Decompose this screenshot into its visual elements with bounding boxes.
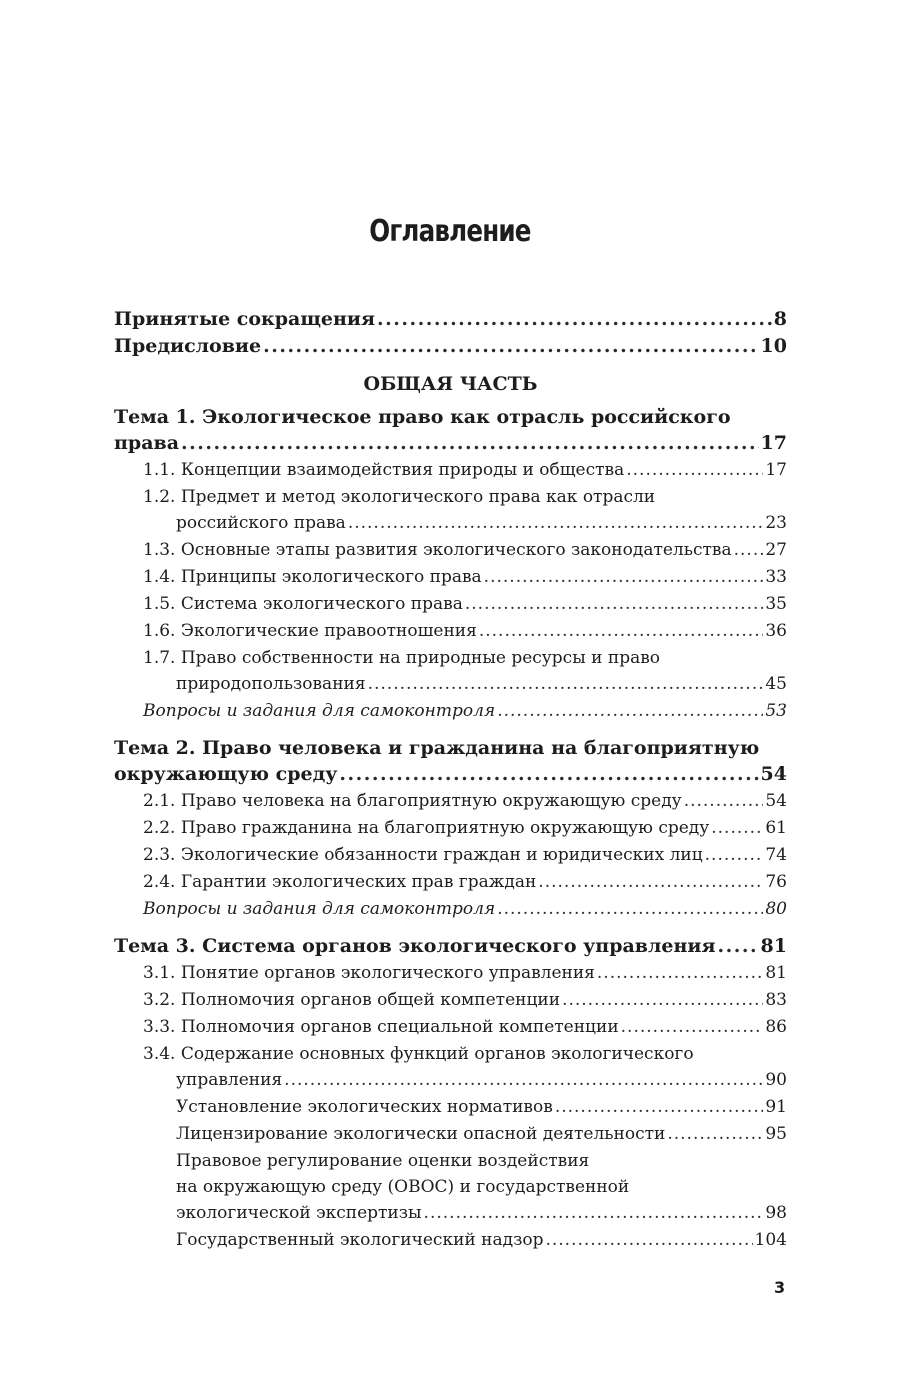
- toc-subsubentry-supervision[interactable]: [114, 1227, 787, 1254]
- dot-leader: [339, 761, 758, 788]
- topic-2-entry[interactable]: [114, 761, 787, 788]
- toc-questions-1[interactable]: [114, 698, 787, 725]
- dot-leader: [734, 537, 764, 564]
- toc-entry-title: 2.3. Экологические обязанности граждан и юридических лиц: [143, 845, 703, 865]
- toc-entry-title: 1.1. Концепции взаимодействия природы и общества: [143, 460, 625, 480]
- toc-entry-abbreviations[interactable]: [114, 306, 787, 333]
- toc-entry-page: 81: [765, 963, 787, 983]
- dot-leader: [545, 1227, 752, 1254]
- dot-leader: [263, 333, 758, 360]
- toc-entry-title: экологической экспертизы: [176, 1203, 422, 1223]
- dot-leader: [181, 430, 759, 457]
- dot-leader: [424, 1200, 764, 1227]
- toc-questions-2[interactable]: [114, 896, 787, 923]
- toc-entry-page: 95: [765, 1124, 787, 1144]
- toc-entry-page: 81: [760, 935, 787, 957]
- toc-entry-page: 86: [765, 1017, 787, 1037]
- toc-entry-page: 36: [765, 621, 787, 641]
- toc-entry-title: 2.4. Гарантии экологических прав граждан: [143, 872, 537, 892]
- topic-1-title-line1[interactable]: Тема 1. Экологическое право как отрасль российского: [114, 406, 731, 428]
- toc-subentry-1-1[interactable]: [114, 457, 787, 484]
- toc-entry-page: 45: [765, 674, 787, 694]
- dot-leader: [626, 457, 763, 484]
- toc-entry-title: Вопросы и задания для самоконтроля: [143, 899, 496, 919]
- toc-entry-page: 74: [765, 845, 787, 865]
- dot-leader: [684, 788, 764, 815]
- page-number: 3: [774, 1278, 786, 1297]
- toc-entry-page: 98: [765, 1203, 787, 1223]
- toc-entry-page: 83: [765, 990, 787, 1010]
- toc-subsubentry-norms[interactable]: [114, 1094, 787, 1121]
- table-of-contents: [114, 306, 787, 1254]
- toc-entry-page: 27: [765, 540, 787, 560]
- toc-entry-page: 76: [765, 872, 787, 892]
- spacer: [114, 923, 787, 933]
- toc-entry-title: 1.6. Экологические правоотношения: [143, 621, 477, 641]
- toc-entry-title: природопользования: [176, 674, 366, 694]
- toc-entry-title: Установление экологических нормативов: [176, 1097, 553, 1117]
- toc-entry-page: 80: [765, 899, 787, 919]
- toc-subsubentry-ovos-line2[interactable]: на окружающую среду (ОВОС) и государственной: [176, 1177, 630, 1197]
- topic-2-title-line1[interactable]: Тема 2. Право человека и гражданина на благоприятную: [114, 737, 760, 759]
- toc-entry-preface[interactable]: [114, 333, 787, 360]
- toc-entry-title: 2.1. Право человека на благоприятную окружающую среду: [143, 791, 682, 811]
- toc-subentry-2-2[interactable]: [114, 815, 787, 842]
- dot-leader: [667, 1121, 763, 1148]
- toc-entry-title: 1.5. Система экологического права: [143, 594, 463, 614]
- topic-3-entry[interactable]: [114, 933, 787, 960]
- toc-entry-page: 104: [754, 1230, 787, 1250]
- toc-entry-page: 53: [765, 701, 787, 721]
- toc-entry-title: Вопросы и задания для самоконтроля: [143, 701, 496, 721]
- toc-subentry-1-3[interactable]: [114, 537, 787, 564]
- toc-entry-page: 54: [765, 791, 787, 811]
- dot-leader: [597, 960, 763, 987]
- toc-entry-page: 61: [765, 818, 787, 838]
- dot-leader: [621, 1014, 764, 1041]
- toc-entry-page: 91: [765, 1097, 787, 1117]
- toc-entry-page: 10: [760, 335, 787, 357]
- toc-subentry-2-1[interactable]: [114, 788, 787, 815]
- dot-leader: [555, 1094, 764, 1121]
- toc-subentry-1-4[interactable]: [114, 564, 787, 591]
- dot-leader: [484, 564, 764, 591]
- dot-leader: [284, 1067, 763, 1094]
- dot-leader: [465, 591, 763, 618]
- toc-subentry-3-4-line1[interactable]: 3.4. Содержание основных функций органов экологического: [143, 1044, 694, 1064]
- toc-entry-title: 3.3. Полномочия органов специальной компетенции: [143, 1017, 619, 1037]
- toc-subentry-3-4[interactable]: [114, 1067, 787, 1094]
- dot-leader: [377, 306, 772, 333]
- toc-subsubentry-ovos[interactable]: [114, 1200, 787, 1227]
- dot-leader: [348, 510, 764, 537]
- toc-entry-page: 35: [765, 594, 787, 614]
- spacer: [114, 725, 787, 735]
- toc-entry-title: российского права: [176, 513, 346, 533]
- toc-entry-page: 23: [765, 513, 787, 533]
- toc-subentry-1-2[interactable]: [114, 510, 787, 537]
- dot-leader: [718, 933, 759, 960]
- dot-leader: [711, 815, 763, 842]
- toc-subentry-1-7[interactable]: [114, 671, 787, 698]
- topic-1-entry[interactable]: [114, 430, 787, 457]
- dot-leader: [538, 869, 763, 896]
- toc-subsubentry-ovos-line1[interactable]: Правовое регулирование оценки воздействия: [176, 1151, 590, 1171]
- dot-leader: [479, 618, 764, 645]
- toc-entry-title: 3.1. Понятие органов экологического управления: [143, 963, 595, 983]
- toc-subentry-3-1[interactable]: [114, 960, 787, 987]
- toc-entry-page: 54: [760, 763, 787, 785]
- toc-entry-title: окружающую среду: [114, 763, 338, 785]
- dot-leader: [705, 842, 764, 869]
- toc-subentry-2-4[interactable]: [114, 869, 787, 896]
- section-heading: ОБЩАЯ ЧАСТЬ: [363, 373, 538, 395]
- toc-entry-title: 2.2. Право гражданина на благоприятную окружающую среду: [143, 818, 710, 838]
- page-title: Оглавление: [369, 214, 531, 249]
- toc-subentry-1-2-line1[interactable]: 1.2. Предмет и метод экологического права как отрасли: [143, 487, 656, 507]
- dot-leader: [497, 896, 763, 923]
- toc-entry-title: управления: [176, 1070, 283, 1090]
- toc-subentry-1-6[interactable]: [114, 618, 787, 645]
- toc-entry-page: 90: [765, 1070, 787, 1090]
- toc-entry-title: 1.3. Основные этапы развития экологического законодательства: [143, 540, 732, 560]
- dot-leader: [562, 987, 763, 1014]
- toc-entry-page: 17: [765, 460, 787, 480]
- toc-subentry-1-5[interactable]: [114, 591, 787, 618]
- toc-subentry-1-7-line1[interactable]: 1.7. Право собственности на природные ресурсы и право: [143, 648, 661, 668]
- toc-entry-title: 1.4. Принципы экологического права: [143, 567, 482, 587]
- dot-leader: [368, 671, 764, 698]
- toc-entry-page: 8: [773, 308, 787, 330]
- toc-subentry-2-3[interactable]: [114, 842, 787, 869]
- toc-entry-page: 33: [765, 567, 787, 587]
- toc-entry-page: 17: [760, 432, 787, 454]
- toc-entry-title: 3.2. Полномочия органов общей компетенции: [143, 990, 561, 1010]
- toc-entry-title: права: [114, 432, 180, 454]
- dot-leader: [497, 698, 763, 725]
- toc-entry-title: Государственный экологический надзор: [176, 1230, 544, 1250]
- toc-entry-title: Принятые сокращения: [114, 308, 376, 330]
- toc-entry-title: Лицензирование экологически опасной деятельности: [176, 1124, 666, 1144]
- toc-subentry-3-2[interactable]: [114, 987, 787, 1014]
- toc-subsubentry-licensing[interactable]: [114, 1121, 787, 1148]
- toc-entry-title: Тема 3. Система органов экологического управления: [114, 935, 716, 957]
- toc-entry-title: Предисловие: [114, 335, 262, 357]
- toc-subentry-3-3[interactable]: [114, 1014, 787, 1041]
